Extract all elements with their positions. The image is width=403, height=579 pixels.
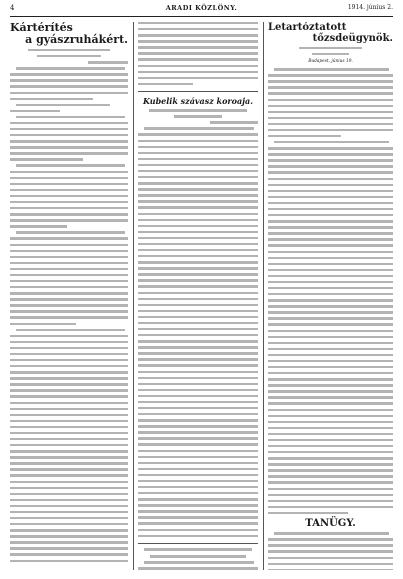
page-number: 4 — [10, 4, 15, 12]
article-3-body — [138, 548, 258, 570]
article-4-dateline: Budapest, június 19. — [308, 59, 353, 65]
section-head-tanugy: TANÜGY. — [305, 518, 356, 530]
column-divider-1 — [133, 22, 134, 570]
article-1-headline-2: a gyászruhákért. — [25, 33, 128, 46]
article-5-body — [268, 532, 393, 570]
article-separator — [138, 91, 258, 92]
article-1-body — [10, 49, 128, 562]
article-4-headline-1: Letartóztatott — [268, 22, 347, 33]
column-1 — [10, 22, 128, 570]
article-1-headline-1: Kártérítés — [10, 22, 73, 34]
column-3 — [268, 22, 393, 570]
column-2 — [138, 22, 258, 570]
article-2-headline: Kubelik szávasz koroaja. — [142, 96, 254, 107]
article-4-body — [268, 68, 393, 514]
article-continued-body — [138, 22, 258, 85]
article-4-subheadline — [268, 47, 393, 55]
page-header — [10, 4, 393, 17]
article-2-body — [138, 109, 258, 537]
column-divider-2 — [263, 22, 264, 570]
article-4-headline-2: tőzsdeügynök. — [312, 33, 393, 44]
article-separator-2 — [138, 543, 258, 544]
issue-date: 1914. június 2. — [347, 4, 393, 11]
masthead: ARADI KÖZLÖNY. — [165, 4, 238, 12]
